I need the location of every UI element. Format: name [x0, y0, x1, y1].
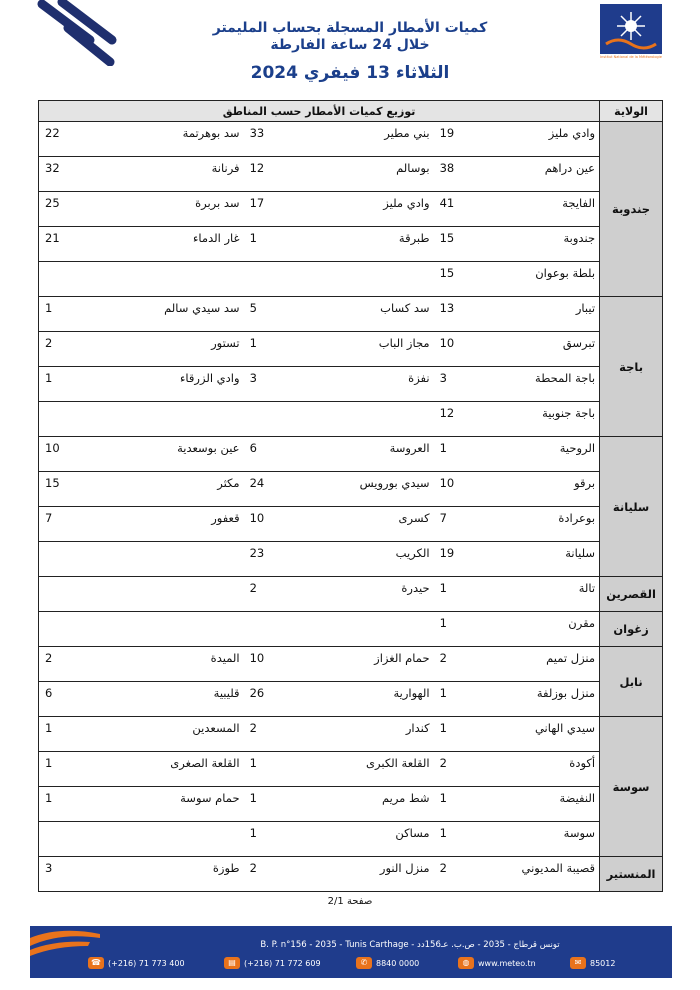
table-row [39, 297, 663, 332]
table-row [39, 752, 663, 787]
table-row [39, 157, 663, 192]
rainfall-value: 1 [244, 332, 286, 367]
station-name: سد بربرة [84, 192, 244, 227]
station-name: شط مريم [286, 787, 434, 822]
station-name: حيدرة [286, 577, 434, 612]
table-row [39, 262, 663, 297]
rainfall-value: 7 [434, 507, 476, 542]
table-row [39, 367, 663, 402]
station-name: سيدي الهاني [476, 717, 600, 752]
station-name: الهوارية [286, 682, 434, 717]
rainfall-value: 10 [244, 507, 286, 542]
station-name: بوسالم [286, 157, 434, 192]
station-name: أكودة [476, 752, 600, 787]
rainfall-value: 24 [244, 472, 286, 507]
logo-caption: Institut National de la Météorologie [600, 55, 662, 59]
rainfall-value: 1 [434, 612, 476, 647]
table-header-row [39, 101, 663, 122]
station-name: مكثر [84, 472, 244, 507]
phone-1-text: (+216) 71 773 400 [108, 958, 185, 968]
station-name: منزل النور [286, 857, 434, 892]
rainfall-value: 15 [434, 262, 476, 297]
footer-address: B. P. n°156 - 2035 - Tunis Carthage - تونس قرطاج - 2035 - ص.ب. عـ156دد [260, 940, 560, 950]
rainfall-value: 1 [39, 297, 84, 332]
governorate-cell: زغوان [600, 612, 663, 647]
phone-icon: ☎ [88, 957, 104, 969]
station-name [286, 612, 434, 647]
table-row [39, 612, 663, 647]
rainfall-value: 19 [434, 542, 476, 577]
rainfall-value: 10 [244, 647, 286, 682]
rainfall-value: 1 [434, 717, 476, 752]
rainfall-value: 5 [244, 297, 286, 332]
station-name: الروحية [476, 437, 600, 472]
footer-phone-1 [88, 956, 185, 970]
footer-phone-3 [356, 956, 419, 970]
distribution-header: توزيع كميات الأمطار حسب المناطق [39, 101, 600, 122]
rainfall-value: 2 [434, 857, 476, 892]
governorate-cell: نابل [600, 647, 663, 717]
rainfall-value: 13 [434, 297, 476, 332]
rainfall-value: 38 [434, 157, 476, 192]
table-row [39, 437, 663, 472]
station-name: طبرقة [286, 227, 434, 262]
website-text[interactable]: www.meteo.tn [478, 958, 536, 968]
station-name: كسرى [286, 507, 434, 542]
mail-icon: ✉ [570, 957, 586, 969]
table-row [39, 227, 663, 262]
table-row [39, 122, 663, 157]
globe-icon: ◍ [458, 957, 474, 969]
rainfall-value: 6 [244, 437, 286, 472]
station-name: عين بوسعدية [84, 437, 244, 472]
station-name [84, 402, 244, 437]
rainfall-value [244, 262, 286, 297]
station-name: المسعدين [84, 717, 244, 752]
station-name: سليانة [476, 542, 600, 577]
governorate-header: الولاية [600, 101, 663, 122]
station-name: سد بوهرتمة [84, 122, 244, 157]
table-row [39, 682, 663, 717]
station-name: حمام الغزاز [286, 647, 434, 682]
station-name: سوسة [476, 822, 600, 857]
report-title: كميات الأمطار المسجلة بحساب المليمتر [212, 20, 488, 36]
station-name [84, 577, 244, 612]
code-text: 85012 [590, 958, 616, 968]
rainfall-value: 2 [39, 332, 84, 367]
rainfall-value: 1 [434, 437, 476, 472]
station-name: مجاز الباب [286, 332, 434, 367]
rainfall-value [39, 612, 84, 647]
station-name: برقو [476, 472, 600, 507]
table-row [39, 647, 663, 682]
station-name: تستور [84, 332, 244, 367]
rainfall-value: 3 [39, 857, 84, 892]
station-name: نفزة [286, 367, 434, 402]
station-name: طوزة [84, 857, 244, 892]
station-name [286, 262, 434, 297]
station-name: تبرسق [476, 332, 600, 367]
table-row [39, 192, 663, 227]
rainfall-value: 2 [434, 647, 476, 682]
station-name: الكريب [286, 542, 434, 577]
station-name [84, 262, 244, 297]
station-name: قعفور [84, 507, 244, 542]
governorate-cell: سوسة [600, 717, 663, 857]
station-name: وادي مليز [476, 122, 600, 157]
rainfall-value [39, 577, 84, 612]
station-name: وادي مليز [286, 192, 434, 227]
rainfall-value: 6 [39, 682, 84, 717]
station-name [286, 402, 434, 437]
rainfall-value: 19 [434, 122, 476, 157]
station-name [84, 822, 244, 857]
report-date: الثلاثاء 13 فيفري 2024 [250, 63, 450, 83]
station-name: قليبية [84, 682, 244, 717]
station-name: غار الدماء [84, 227, 244, 262]
phone-3-text: 8840 0000 [376, 958, 420, 968]
rainfall-value: 12 [244, 157, 286, 192]
rainfall-value [39, 542, 84, 577]
governorate-cell: جندوبة [600, 122, 663, 297]
rainfall-value [39, 822, 84, 857]
phone-2-text: (+216) 71 772 609 [244, 958, 321, 968]
rainfall-value: 1 [244, 752, 286, 787]
station-name: بني مطير [286, 122, 434, 157]
rainfall-value: 10 [434, 332, 476, 367]
rainfall-value [244, 612, 286, 647]
rainfall-value: 3 [434, 367, 476, 402]
station-name: منزل بوزلفة [476, 682, 600, 717]
rainfall-value: 1 [434, 577, 476, 612]
station-name: عين دراهم [476, 157, 600, 192]
station-name: سيدي بورويس [286, 472, 434, 507]
station-name: مساكن [286, 822, 434, 857]
rainfall-value: 1 [244, 227, 286, 262]
rainfall-value: 17 [244, 192, 286, 227]
station-name: فرنانة [84, 157, 244, 192]
station-name: سد سيدي سالم [84, 297, 244, 332]
table-row [39, 577, 663, 612]
table-row [39, 472, 663, 507]
station-name: تالة [476, 577, 600, 612]
rainfall-value: 1 [39, 367, 84, 402]
table-row [39, 332, 663, 367]
station-name: باجة المحطة [476, 367, 600, 402]
rainfall-value: 1 [434, 822, 476, 857]
station-name: القلعة الكبرى [286, 752, 434, 787]
station-name: بلطة بوعوان [476, 262, 600, 297]
station-name: بوعرادة [476, 507, 600, 542]
station-name: منزل تميم [476, 647, 600, 682]
station-name: سد كساب [286, 297, 434, 332]
rainfall-value: 2 [39, 647, 84, 682]
rainfall-value: 1 [244, 787, 286, 822]
station-name: وادي الزرقاء [84, 367, 244, 402]
station-name: جندوبة [476, 227, 600, 262]
rainfall-value: 1 [39, 717, 84, 752]
table-row [39, 507, 663, 542]
rainfall-value: 33 [244, 122, 286, 157]
report-subtitle: خلال 24 ساعة الفارطة [270, 37, 430, 53]
rainfall-value: 22 [39, 122, 84, 157]
mobile-icon: ✆ [356, 957, 372, 969]
station-name: مقرن [476, 612, 600, 647]
governorate-cell: المنستير [600, 857, 663, 892]
rainfall-value: 15 [39, 472, 84, 507]
rainfall-value: 12 [434, 402, 476, 437]
page-number: صفحة 2/1 [327, 896, 373, 907]
rainfall-value: 1 [39, 752, 84, 787]
footer-phone-2 [224, 956, 321, 970]
station-name: النفيضة [476, 787, 600, 822]
rainfall-value [39, 402, 84, 437]
station-name: تيبار [476, 297, 600, 332]
table-row [39, 402, 663, 437]
rainfall-value: 1 [39, 787, 84, 822]
rainfall-value: 7 [39, 507, 84, 542]
rainfall-value: 1 [434, 682, 476, 717]
governorate-cell: سليانة [600, 437, 663, 577]
rainfall-value: 2 [244, 857, 286, 892]
station-name: باجة جنوبية [476, 402, 600, 437]
institute-logo [600, 4, 662, 66]
governorate-cell: باجة [600, 297, 663, 437]
station-name: كندار [286, 717, 434, 752]
rainfall-value: 15 [434, 227, 476, 262]
station-name: الفايجة [476, 192, 600, 227]
rainfall-value: 2 [434, 752, 476, 787]
footer-swoosh [30, 926, 100, 978]
rainfall-value: 2 [244, 717, 286, 752]
rainfall-value: 10 [434, 472, 476, 507]
rainfall-value: 1 [244, 822, 286, 857]
rainfall-value: 41 [434, 192, 476, 227]
table-row [39, 857, 663, 892]
footer-website[interactable] [458, 956, 536, 970]
station-name: الميدة [84, 647, 244, 682]
station-name: قصيبة المديوني [476, 857, 600, 892]
footer-code [570, 956, 615, 970]
station-name [84, 542, 244, 577]
rainfall-value: 23 [244, 542, 286, 577]
station-name [84, 612, 244, 647]
rainfall-value [39, 262, 84, 297]
table-row [39, 542, 663, 577]
rainfall-value: 10 [39, 437, 84, 472]
fax-icon: ▤ [224, 957, 240, 969]
footer-bar [30, 926, 672, 978]
rainfall-value: 1 [434, 787, 476, 822]
table-row [39, 717, 663, 752]
station-name: العروسة [286, 437, 434, 472]
governorate-cell: القصرين [600, 577, 663, 612]
station-name: القلعة الصغرى [84, 752, 244, 787]
table-row [39, 787, 663, 822]
rainfall-value: 26 [244, 682, 286, 717]
table-row [39, 822, 663, 857]
decorative-stripes [32, 0, 118, 66]
rainfall-table [38, 100, 663, 892]
rainfall-value: 2 [244, 577, 286, 612]
rainfall-value: 25 [39, 192, 84, 227]
rainfall-value: 32 [39, 157, 84, 192]
rainfall-value [244, 402, 286, 437]
rainfall-value: 3 [244, 367, 286, 402]
rainfall-value: 21 [39, 227, 84, 262]
station-name: حمام سوسة [84, 787, 244, 822]
